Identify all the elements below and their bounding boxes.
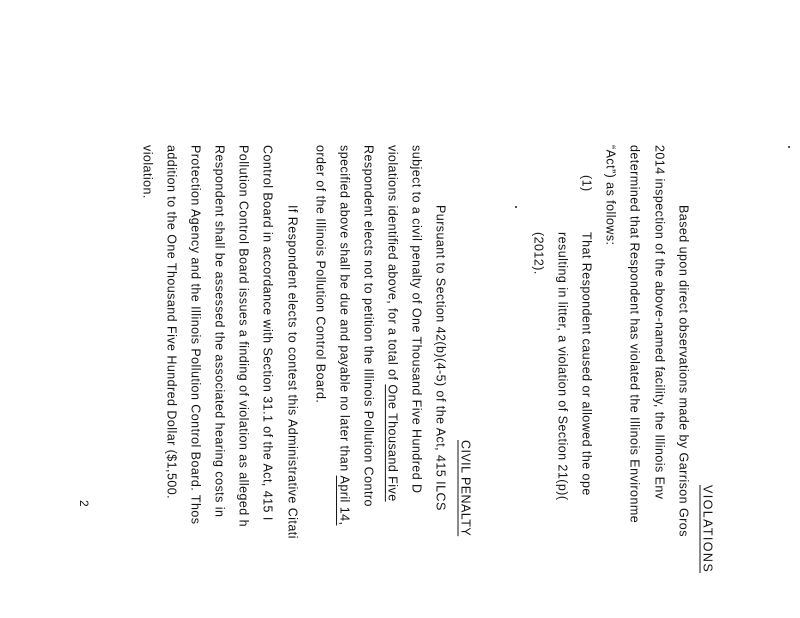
- contest-line: Respondent shall be assessed the associated hearing costs in: [212, 145, 227, 518]
- item-line: That Respondent caused or allowed the ope: [579, 232, 594, 496]
- penalty-line: [386, 145, 399, 502]
- contest-line: violation.: [140, 145, 155, 199]
- item-line: (2012).: [531, 232, 546, 275]
- scan-speck: [515, 206, 517, 208]
- penalty-total-amount: One Thousand Five: [385, 384, 400, 502]
- penalty-line: [338, 145, 351, 525]
- penalty-line: order of the Illinois Pollution Control Board.: [313, 145, 328, 404]
- item-number: (1): [579, 175, 594, 192]
- scan-speck: [788, 146, 790, 148]
- penalty-line: Respondent elects not to petition the Illinois Pollution Contro: [361, 145, 376, 507]
- violations-line: determined that Respondent has violated the Illinois Environme: [627, 145, 642, 524]
- violations-line: 2014 inspection of the above-named facility, the Illinois Env: [652, 145, 667, 500]
- page-number: 2: [77, 500, 91, 508]
- contest-line: Control Board in accordance with Section 31.1 of the Act, 415 I: [260, 145, 275, 521]
- violations-heading: VIOLATIONS: [700, 485, 715, 574]
- penalty-line-text: violations identified above, for a total of: [385, 145, 400, 385]
- contest-line: addition to the One Thousand Five Hundred Dollar ($1,500.: [164, 145, 179, 500]
- civil-penalty-heading: CIVIL PENALTY: [458, 440, 473, 537]
- penalty-due-date: April 14,: [337, 475, 352, 526]
- contest-line: If Respondent elects to contest this Administrative Citati: [285, 205, 300, 539]
- violations-line: Based upon direct observations made by Garrison Gros: [676, 205, 691, 537]
- penalty-line: subject to a civil penalty of One Thousand Five Hundred D: [409, 145, 424, 494]
- violations-line: “Act”) as follows:: [603, 145, 618, 246]
- item-line: resulting in litter, a violation of Section 21(p)(: [555, 232, 570, 501]
- penalty-line-text: specified above shall be due and payable no later than: [337, 145, 352, 476]
- contest-line: Protection Agency and the Illinois Pollution Control Board. Thos: [188, 145, 203, 525]
- penalty-line: Pursuant to Section 42(b)(4-5) of the Act, 415 ILCS: [433, 205, 448, 511]
- contest-line: Pollution Control Board issues a finding of violation as alleged h: [236, 145, 251, 528]
